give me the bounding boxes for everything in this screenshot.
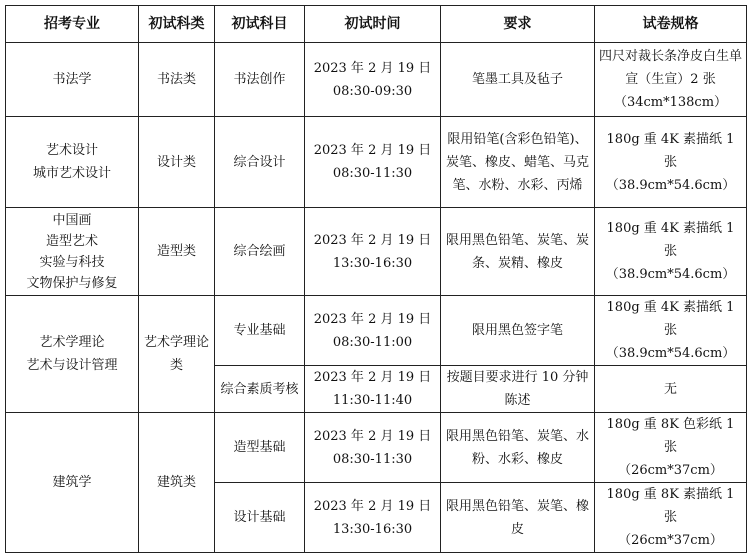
subject-cell: 综合素质考核 [215, 366, 305, 413]
requirement-cell: 限用黑色铅笔、炭笔、橡皮 [441, 483, 595, 553]
spec-cell: 180g 重 8K 色彩纸 1 张 （26cm*37cm） [595, 413, 747, 483]
spec-cell: 180g 重 4K 素描纸 1 张 （38.9cm*54.6cm） [595, 296, 747, 366]
time-cell: 2023 年 2 月 19 日 13:30-16:30 [305, 483, 441, 553]
category-cell: 艺术学理论类 [139, 296, 215, 413]
spec-cell: 180g 重 8K 素描纸 1 张 （26cm*37cm） [595, 483, 747, 553]
major-cell: 建筑学 [6, 413, 139, 553]
table-row [6, 413, 747, 483]
exam-schedule-table [5, 5, 747, 553]
time-cell: 2023 年 2 月 19 日 08:30-11:30 [305, 117, 441, 208]
table-row [6, 208, 747, 296]
category-cell: 书法类 [139, 43, 215, 117]
requirement-cell: 限用黑色签字笔 [441, 296, 595, 366]
table-row [6, 296, 747, 366]
subject-cell: 综合绘画 [215, 208, 305, 296]
time-cell: 2023 年 2 月 19 日 08:30-11:00 [305, 296, 441, 366]
major-cell: 艺术学理论 艺术与设计管理 [6, 296, 139, 413]
requirement-cell: 限用黑色铅笔、炭笔、炭条、炭精、橡皮 [441, 208, 595, 296]
requirement-cell: 限用黑色铅笔、炭笔、水粉、水彩、橡皮 [441, 413, 595, 483]
subject-cell: 专业基础 [215, 296, 305, 366]
subject-cell: 设计基础 [215, 483, 305, 553]
requirement-cell: 限用铅笔(含彩色铅笔)、炭笔、橡皮、蜡笔、马克笔、水粉、水彩、丙烯 [441, 117, 595, 208]
major-cell: 书法学 [6, 43, 139, 117]
spec-cell: 四尺对裁长条净皮白生单宣（生宣）2 张 （34cm*138cm） [595, 43, 747, 117]
major-cell: 中国画 造型艺术 实验与科技 文物保护与修复 [6, 208, 139, 296]
spec-cell: 无 [595, 366, 747, 413]
table-row [6, 117, 747, 208]
header-major: 招考专业 [6, 6, 139, 43]
requirement-cell: 按题目要求进行 10 分钟陈述 [441, 366, 595, 413]
table-row [6, 43, 747, 117]
header-row [6, 6, 747, 43]
time-cell: 2023 年 2 月 19 日 11:30-11:40 [305, 366, 441, 413]
header-requirement: 要求 [441, 6, 595, 43]
header-time: 初试时间 [305, 6, 441, 43]
spec-cell: 180g 重 4K 素描纸 1 张 （38.9cm*54.6cm） [595, 117, 747, 208]
header-subject: 初试科目 [215, 6, 305, 43]
major-cell: 艺术设计 城市艺术设计 [6, 117, 139, 208]
header-spec: 试卷规格 [595, 6, 747, 43]
time-cell: 2023 年 2 月 19 日 08:30-09:30 [305, 43, 441, 117]
time-cell: 2023 年 2 月 19 日 13:30-16:30 [305, 208, 441, 296]
time-cell: 2023 年 2 月 19 日 08:30-11:30 [305, 413, 441, 483]
spec-cell: 180g 重 4K 素描纸 1 张 （38.9cm*54.6cm） [595, 208, 747, 296]
category-cell: 建筑类 [139, 413, 215, 553]
category-cell: 造型类 [139, 208, 215, 296]
category-cell: 设计类 [139, 117, 215, 208]
header-category: 初试科类 [139, 6, 215, 43]
subject-cell: 书法创作 [215, 43, 305, 117]
subject-cell: 综合设计 [215, 117, 305, 208]
requirement-cell: 笔墨工具及毡子 [441, 43, 595, 117]
subject-cell: 造型基础 [215, 413, 305, 483]
